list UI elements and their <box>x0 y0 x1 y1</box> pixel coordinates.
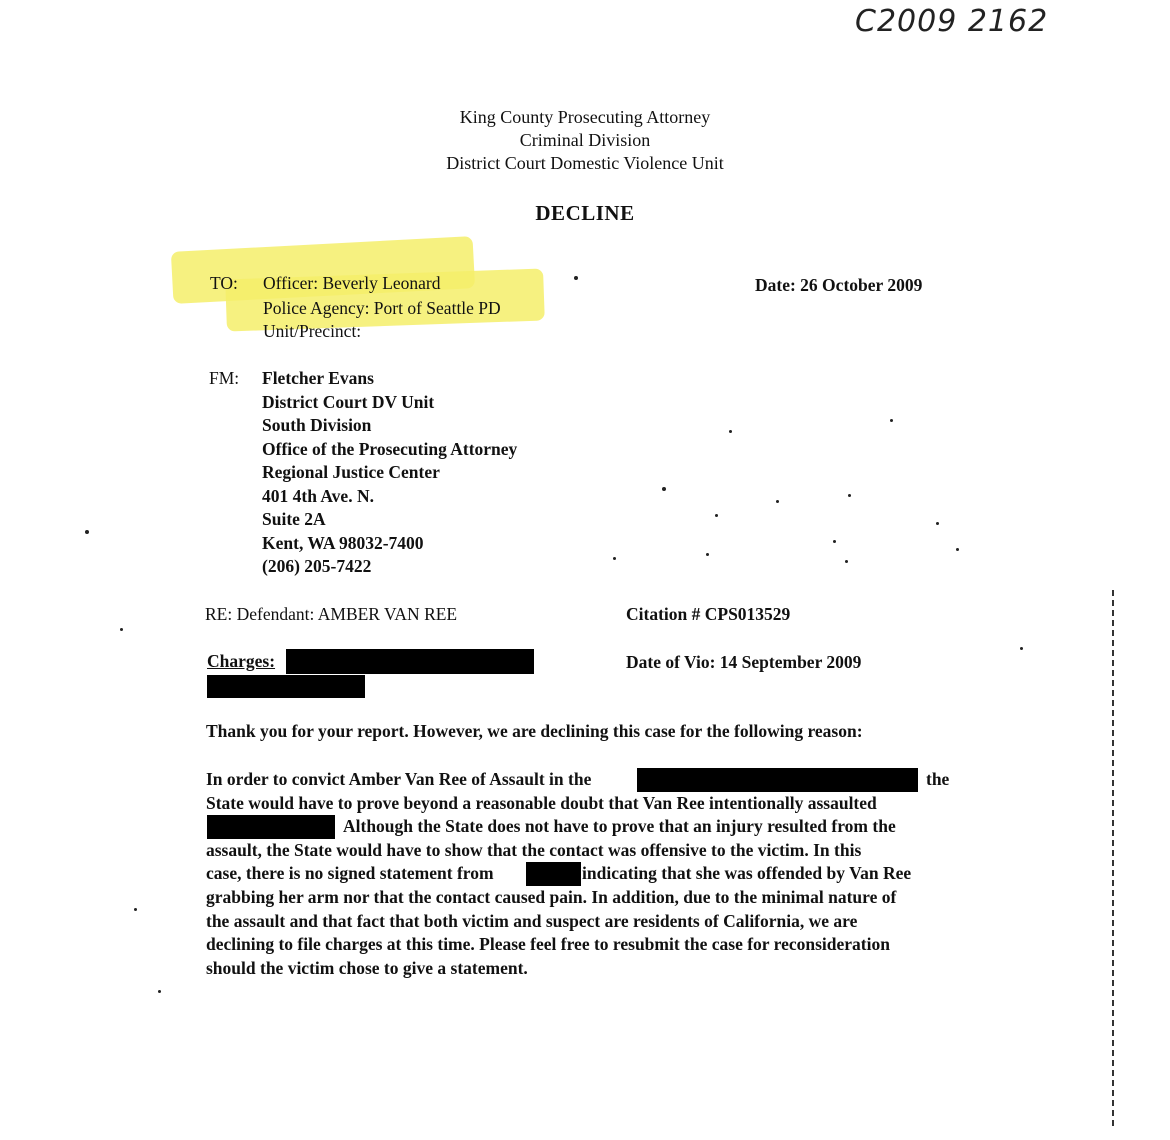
header-unit: District Court Domestic Violence Unit <box>446 153 724 173</box>
body-line: the <box>926 769 950 789</box>
to-officer: Officer: Beverly Leonard <box>263 273 441 293</box>
scan-speck <box>158 990 161 993</box>
to-label: TO: <box>210 273 238 293</box>
body-line: assault, the State would have to show that the contact was offensive to the victim. In this <box>206 840 862 860</box>
body-line: should the victim chose to give a statement. <box>206 958 528 978</box>
body-line: indicating that she was offended by Van Ree <box>582 863 912 883</box>
scan-speck <box>845 560 848 563</box>
from-line: Office of the Prosecuting Attorney <box>262 439 518 459</box>
from-line: 401 4th Ave. N. <box>262 486 374 506</box>
redaction-bar <box>207 815 335 839</box>
header-office: King County Prosecuting Attorney <box>459 107 711 127</box>
body-line: declining to file charges at this time. Please feel free to resubmit the case for reconsideration <box>206 934 890 954</box>
redaction-bar <box>286 649 534 674</box>
re-defendant: RE: Defendant: AMBER VAN REE <box>205 604 458 624</box>
citation-number: Citation # CPS013529 <box>626 604 791 624</box>
from-line: Fletcher Evans <box>262 368 374 388</box>
from-line: Kent, WA 98032-7400 <box>262 533 424 553</box>
from-line: Regional Justice Center <box>262 462 440 482</box>
redaction-bar <box>526 862 581 886</box>
scan-speck <box>662 487 666 491</box>
intro-sentence: Thank you for your report. However, we are declining this case for the following reason: <box>206 721 863 741</box>
body-line: grabbing her arm nor that the contact caused pain. In addition, due to the minimal nature of <box>206 887 897 907</box>
from-line: District Court DV Unit <box>262 392 435 412</box>
scan-speck <box>848 494 851 497</box>
scan-edge-line <box>1112 590 1114 1130</box>
body-line: State would have to prove beyond a reasonable doubt that Van Ree intentionally assaulted <box>206 793 877 813</box>
scan-speck <box>890 419 893 422</box>
scan-speck <box>776 500 779 503</box>
scan-speck <box>936 522 939 525</box>
redaction-bar <box>207 675 365 698</box>
body-line: In order to convict Amber Van Ree of Assault in the <box>206 769 592 789</box>
to-agency: Police Agency: Port of Seattle PD <box>263 298 501 318</box>
scan-speck <box>833 540 836 543</box>
from-line: (206) 205-7422 <box>262 556 372 576</box>
redaction-bar <box>637 768 918 792</box>
to-unit: Unit/Precinct: <box>263 321 362 341</box>
from-line: South Division <box>262 415 372 435</box>
from-label: FM: <box>209 368 240 388</box>
body-line: the assault and that fact that both victim and suspect are residents of California, we are <box>206 911 858 931</box>
date-of-violation: Date of Vio: 14 September 2009 <box>626 652 862 672</box>
header-division: Criminal Division <box>519 130 651 150</box>
scan-speck <box>120 628 123 631</box>
scan-speck <box>956 548 959 551</box>
scan-speck <box>613 557 616 560</box>
body-line: Although the State does not have to prove that an injury resulted from the <box>343 816 896 836</box>
scan-speck <box>715 514 718 517</box>
document-title: DECLINE <box>535 201 635 225</box>
from-line: Suite 2A <box>262 509 326 529</box>
scan-speck <box>574 276 578 280</box>
scan-speck <box>1020 647 1023 650</box>
charges-label: Charges: <box>207 651 276 671</box>
scan-speck <box>706 553 709 556</box>
scan-speck <box>729 430 732 433</box>
document-date: Date: 26 October 2009 <box>755 275 923 295</box>
scan-speck <box>134 908 137 911</box>
handwritten-case-number: C2009 2162 <box>855 4 1049 39</box>
body-line: case, there is no signed statement from <box>206 863 494 883</box>
scan-speck <box>85 530 89 534</box>
